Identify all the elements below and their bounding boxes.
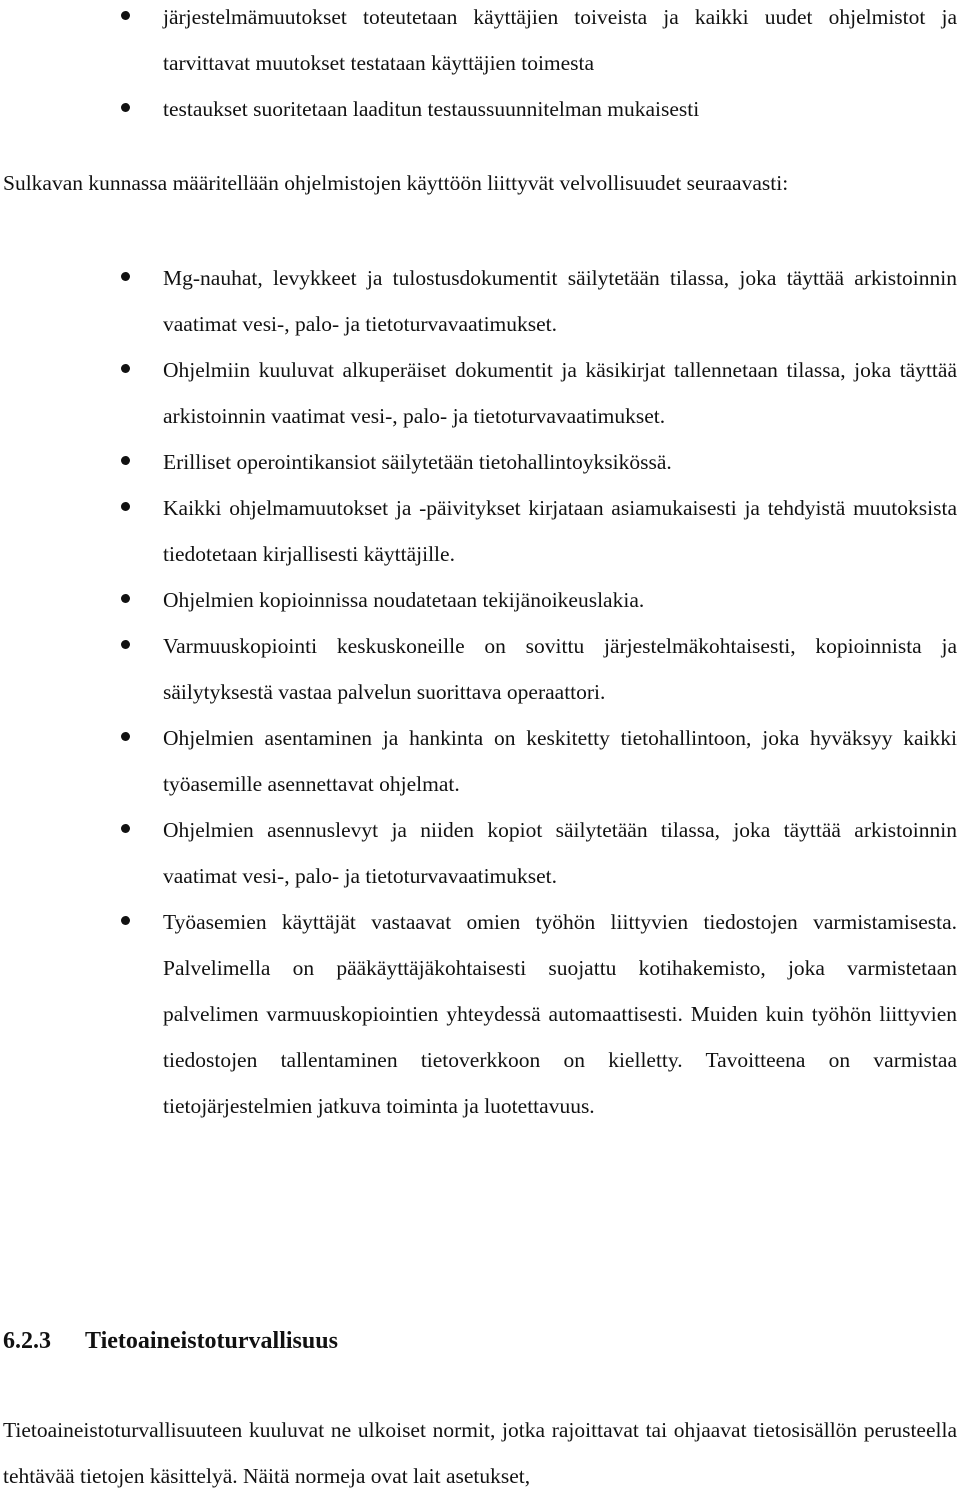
section-heading [3,1318,338,1364]
bullet-icon [121,103,130,112]
list-item-text: testaukset suoritetaan laaditun testaussuunnitelman mukaisesti [163,97,700,121]
list-item-text: Ohjelmiin kuuluvat alkuperäiset dokumentit ja käsikirjat tallennetaan tilassa, joka täyttää arkistoinnin vaatimat vesi-, palo- ja tietoturvavaatimukset. [163,358,957,428]
list-item-text: Ohjelmien asentaminen ja hankinta on keskitetty tietohallintoon, joka hyväksyy kaikki työasemille asennettavat ohjelmat. [163,726,957,796]
bullet-icon [121,916,130,925]
list-item [0,899,957,1129]
list-item-text: Mg-nauhat, levykkeet ja tulostusdokumentit säilytetään tilassa, joka täyttää arkistoinnin vaatimat vesi-, palo- ja tietoturvavaatimukset. [163,266,957,336]
section-number: 6.2.3 [3,1328,51,1354]
bullet-icon [121,640,130,649]
list-item-text: Työasemien käyttäjät vastaavat omien työhön liittyvien tiedostojen varmistamisesta. Palvelimella on pääkäyttäjäkohtaisesti suojattu kotihakemisto, joka varmistetaan palvelimen varmuuskopiointien yhteydessä automaattisesti. Muiden kuin työhön liittyvien tiedostojen tallentaminen tietoverkkoon on kielletty. Tavoitteena on varmistaa tietojärjestelmien jatkuva toiminta ja luotettavuus. [163,910,957,1118]
list-item [0,623,957,715]
closing-paragraph: Tietoaineistoturvallisuuteen kuuluvat ne ulkoiset normit, jotka rajoittavat tai ohjaavat tietosisällön perusteella tehtävää tietojen käsittelyä. Näitä normeja ovat lait asetukset, [3,1418,957,1488]
section-title: Tietoaineistoturvallisuus [85,1328,338,1354]
list-item-text: Ohjelmien kopioinnissa noudatetaan tekijänoikeuslakia. [163,588,645,612]
list-item-text: Ohjelmien asennuslevyt ja niiden kopiot säilytetään tilassa, joka täyttää arkistoinnin vaatimat vesi-, palo- ja tietoturvavaatimukset. [163,818,957,888]
bullet-icon [121,11,130,20]
bullet-icon [121,364,130,373]
list-item [0,86,957,132]
list-item [0,0,957,86]
obligation-bullet-list [0,255,957,1129]
bullet-icon [121,732,130,741]
list-item [0,255,957,347]
bullet-icon [121,594,130,603]
bullet-icon [121,272,130,281]
bullet-icon [121,456,130,465]
intro-paragraph: Sulkavan kunnassa määritellään ohjelmistojen käyttöön liittyvät velvollisuudet seuraavasti: [3,171,789,195]
list-item [0,485,957,577]
list-item [0,807,957,899]
bullet-icon [121,502,130,511]
list-item-text: Erilliset operointikansiot säilytetään tietohallintoyksikössä. [163,450,672,474]
list-item [0,715,957,807]
list-item-text: järjestelmämuutokset toteutetaan käyttäjien toiveista ja kaikki uudet ohjelmistot ja tarvittavat muutokset testataan käyttäjien toimesta [163,5,957,75]
list-item-text: Kaikki ohjelmamuutokset ja -päivitykset kirjataan asiamukaisesti ja tehdyistä muutoksista tiedotetaan kirjallisesti käyttäjille. [163,496,957,566]
top-bullet-list [0,0,957,132]
bullet-icon [121,824,130,833]
list-item [0,577,957,623]
list-item-text: Varmuuskopiointi keskuskoneille on sovittu järjestelmäkohtaisesti, kopioinnista ja säilytyksestä vastaa palvelun suorittava operaattori. [163,634,957,704]
list-item [0,439,957,485]
list-item [0,347,957,439]
